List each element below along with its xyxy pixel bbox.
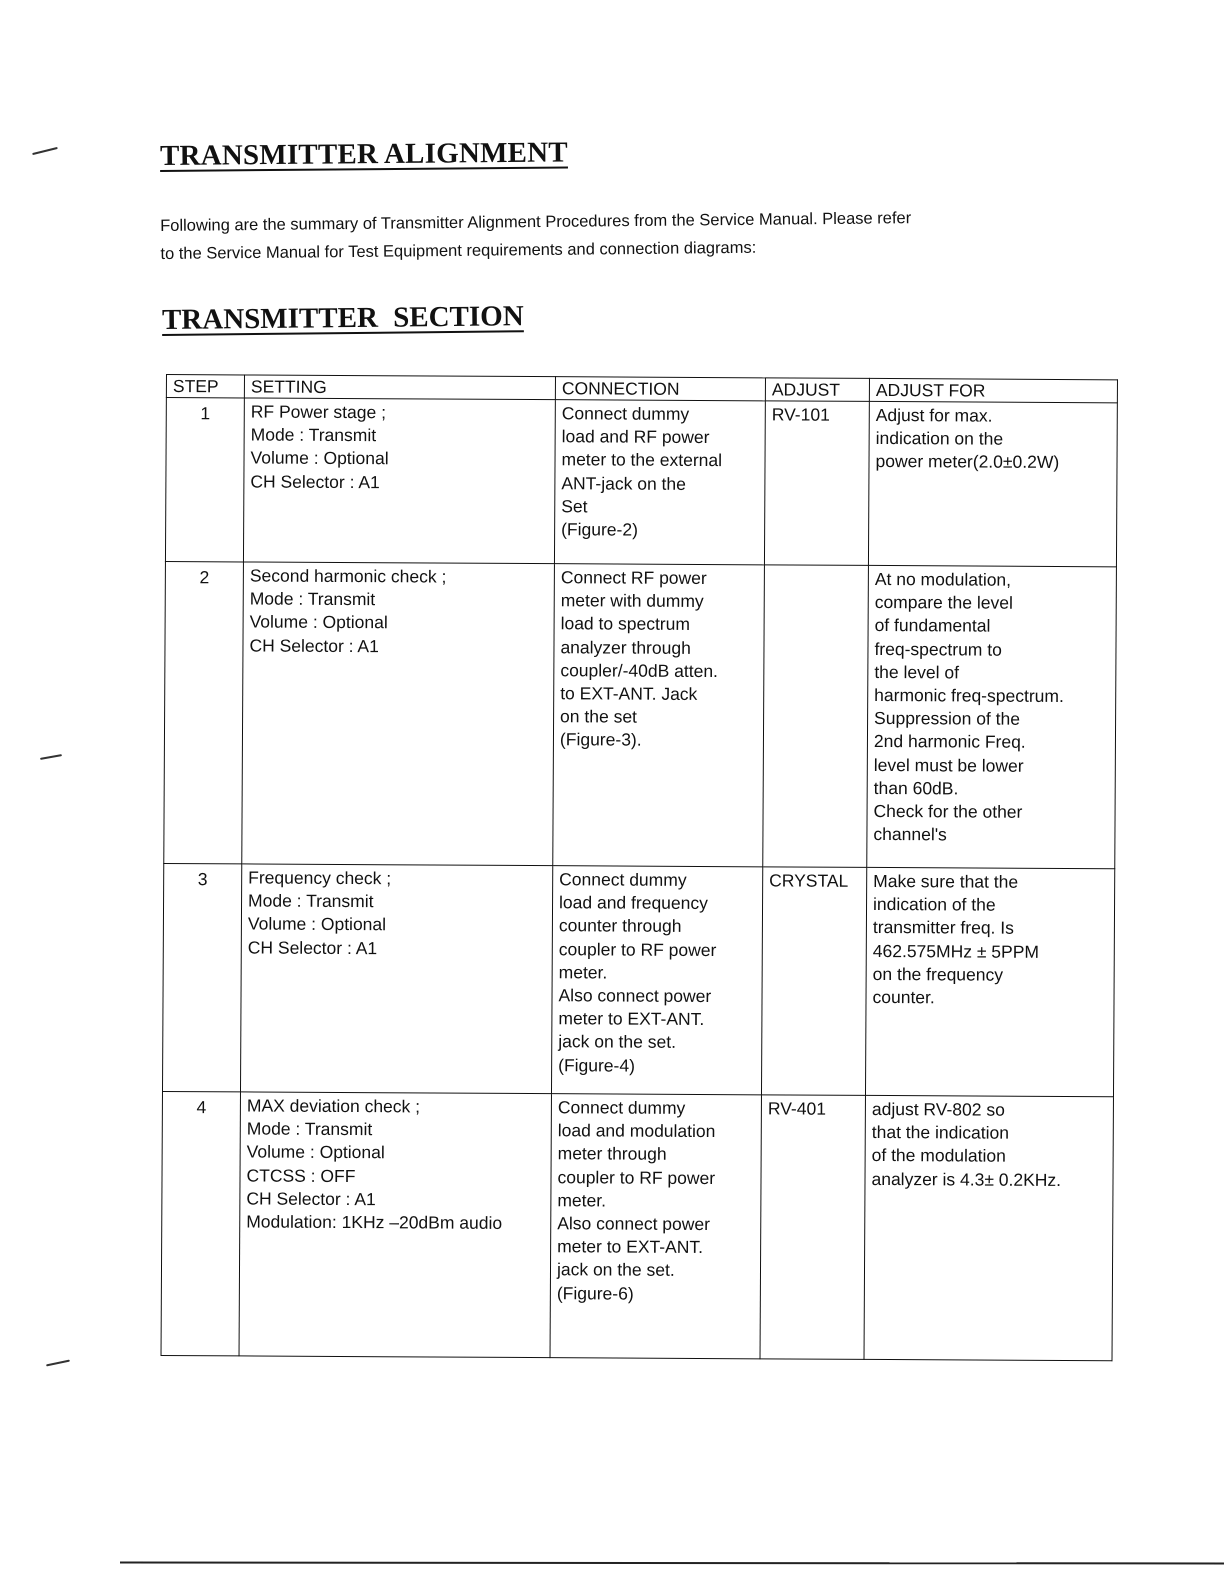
adjust-for-line: channel's [873, 824, 947, 845]
connection-line: on the set [560, 706, 638, 727]
adjust-for-cell [865, 867, 1114, 1096]
connection-line: meter to EXT-ANT. [557, 1236, 704, 1258]
adjust-for-line: adjust RV-802 so [871, 1098, 1005, 1120]
connection-line: Connect dummy [559, 869, 687, 890]
adjust-for-line: Adjust for max. [875, 404, 993, 426]
bottom-rule [120, 1562, 1224, 1565]
setting-line: CTCSS : OFF [246, 1165, 356, 1186]
setting-line: MAX deviation check ; [246, 1095, 421, 1117]
connection-line: coupler to RF power [558, 938, 717, 960]
connection-cell [551, 866, 762, 1095]
table-row [164, 561, 1117, 868]
connection-line: Set [561, 496, 588, 517]
setting-line: Volume : Optional [249, 611, 388, 633]
connection-line: to EXT-ANT. Jack [560, 683, 698, 704]
intro-line: to the Service Manual for Test Equipment requirements and connection diagrams: [160, 238, 757, 263]
intro-line: Following are the summary of Transmitter Alignment Procedures from the Service Manual. Please refer [160, 209, 912, 235]
table-row [165, 398, 1117, 567]
connection-line: ANT-jack on the [561, 472, 686, 494]
intro-paragraph [160, 203, 1061, 268]
step-number: 2 [164, 561, 244, 863]
connection-line: (Figure-2) [561, 519, 639, 540]
adjust-cell: RV-401 [760, 1095, 865, 1360]
scan-mark-top [32, 147, 58, 155]
adjust-for-line: on the frequency [872, 963, 1004, 985]
adjust-for-cell [868, 401, 1117, 566]
connection-line: Connect RF power [560, 567, 707, 589]
header-setting: SETTING [244, 375, 555, 400]
connection-line: coupler/-40dB atten. [560, 660, 719, 681]
setting-cell [240, 864, 552, 1094]
adjust-for-line: the level of [874, 661, 960, 683]
adjust-for-line: 462.575MHz ± 5PPM [872, 940, 1040, 962]
connection-line: load to spectrum [560, 613, 691, 635]
connection-line: jack on the set. [558, 1031, 677, 1053]
setting-line: Volume : Optional [246, 1141, 385, 1163]
connection-line: coupler to RF power [557, 1166, 716, 1188]
connection-line: (Figure-4) [558, 1054, 636, 1076]
adjust-for-line: At no modulation, [874, 568, 1012, 590]
header-connection: CONNECTION [555, 377, 765, 401]
setting-line: RF Power stage ; [250, 401, 387, 423]
setting-line: CH Selector : A1 [247, 937, 378, 958]
connection-line: Also connect power [558, 985, 712, 1007]
setting-line: Mode : Transmit [248, 890, 374, 912]
adjust-for-line: Suppression of the [874, 708, 1021, 729]
connection-line: load and frequency [558, 892, 708, 914]
step-number: 3 [162, 863, 241, 1091]
connection-line: meter to the external [561, 449, 723, 471]
header-step: STEP [166, 375, 244, 398]
setting-line: Mode : Transmit [250, 424, 377, 446]
setting-line: Volume : Optional [250, 447, 389, 469]
page-title: TRANSMITTER ALIGNMENT [159, 136, 568, 172]
table-row [162, 863, 1114, 1096]
connection-line: load and RF power [561, 426, 710, 448]
setting-line: Second harmonic check ; [249, 565, 447, 587]
connection-line: jack on the set. [556, 1259, 675, 1281]
setting-line: CH Selector : A1 [250, 471, 380, 492]
connection-line: meter. [557, 1190, 607, 1211]
adjust-for-line: of fundamental [874, 615, 991, 637]
connection-line: (Figure-6) [556, 1282, 634, 1304]
connection-line: Connect dummy [561, 403, 690, 424]
adjust-cell: CRYSTAL [761, 867, 866, 1096]
adjust-cell [763, 565, 869, 868]
connection-line: counter through [558, 915, 682, 937]
adjust-for-line: transmitter freq. Is [872, 917, 1014, 939]
adjust-cell: RV-101 [764, 401, 869, 566]
header-adjust: ADJUST [765, 378, 869, 402]
adjust-for-cell [867, 565, 1117, 868]
setting-line: CH Selector : A1 [249, 635, 379, 656]
header-adjust-for: ADJUST FOR [869, 378, 1117, 402]
setting-line: Mode : Transmit [249, 588, 376, 610]
connection-line: meter. [558, 962, 608, 983]
connection-cell [554, 400, 765, 565]
setting-line: Frequency check ; [248, 867, 392, 889]
adjust-for-line: harmonic freq-spectrum. [874, 684, 1064, 707]
connection-line: meter to EXT-ANT. [558, 1008, 705, 1030]
setting-line: Modulation: 1KHz –20dBm audio [246, 1211, 503, 1233]
setting-line: Mode : Transmit [246, 1118, 373, 1140]
connection-line: load and modulation [557, 1120, 716, 1142]
adjust-for-line: compare the level [874, 592, 1013, 613]
connection-line: Connect dummy [557, 1097, 686, 1118]
setting-cell [243, 398, 555, 564]
setting-line: CH Selector : A1 [246, 1188, 376, 1209]
adjust-for-cell [864, 1095, 1113, 1360]
connection-line: Also connect power [557, 1213, 711, 1235]
setting-cell [239, 1092, 551, 1358]
adjust-for-line: freq-spectrum to [874, 638, 1002, 660]
connection-cell [553, 564, 765, 867]
alignment-table-wrapper [161, 374, 1118, 1361]
adjust-for-line: than 60dB. [873, 777, 959, 799]
connection-line: meter through [557, 1143, 667, 1165]
adjust-for-line: counter. [872, 986, 935, 1008]
adjust-for-line: indication on the [875, 428, 1004, 449]
setting-line: Volume : Optional [247, 913, 387, 935]
step-number: 4 [161, 1091, 240, 1355]
adjust-for-line: analyzer is 4.3± 0.2KHz. [871, 1168, 1062, 1190]
scan-mark-bottom [46, 1360, 70, 1367]
adjust-for-line: Make sure that the [873, 870, 1019, 892]
section-title: TRANSMITTER SECTION [161, 300, 524, 336]
setting-cell [242, 562, 555, 866]
scan-mark-middle [40, 754, 62, 760]
adjust-for-line: that the indication [871, 1122, 1010, 1143]
adjust-for-line: Check for the other [873, 800, 1023, 822]
connection-line: meter with dummy [560, 590, 704, 612]
table-row [161, 1091, 1113, 1360]
adjust-for-line: indication of the [872, 894, 996, 915]
adjust-for-line: power meter(2.0±0.2W) [875, 451, 1060, 473]
connection-line: (Figure-3). [559, 729, 642, 751]
adjust-for-line: 2nd harmonic Freq. [873, 731, 1026, 753]
adjust-for-line: level must be lower [873, 754, 1024, 776]
step-number: 1 [165, 398, 244, 562]
connection-cell [550, 1094, 761, 1359]
alignment-table [161, 374, 1118, 1361]
adjust-for-line: of the modulation [871, 1145, 1006, 1167]
connection-line: analyzer through [560, 636, 691, 658]
